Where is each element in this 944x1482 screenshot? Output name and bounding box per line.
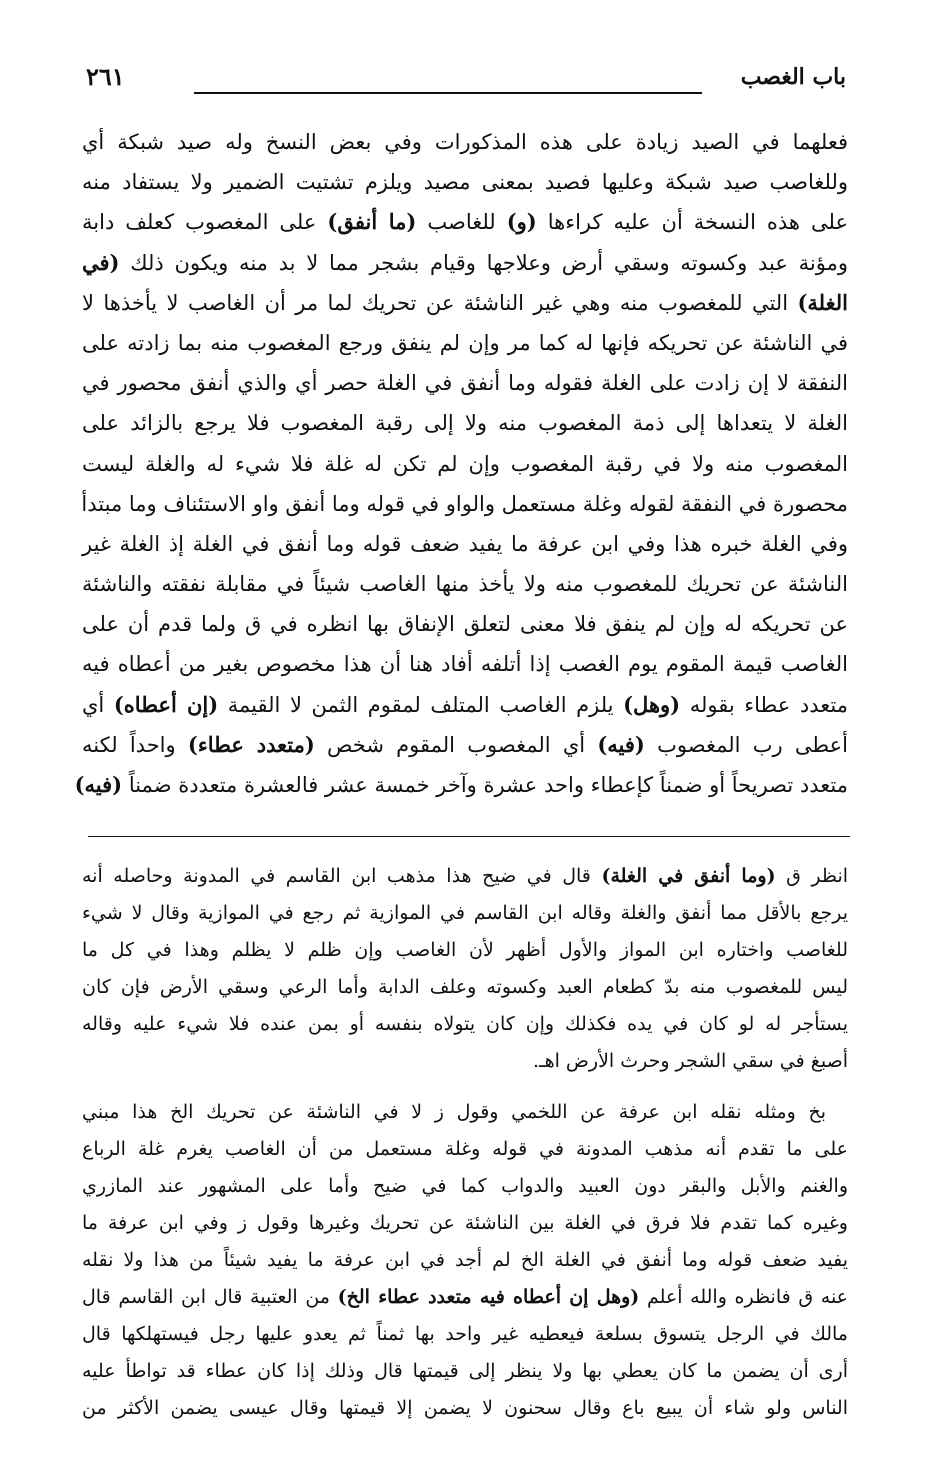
footnote-paragraph [82,858,848,1080]
text-line: أعطى رب المغصوب (فيه) أي المغصوب المقوم شخص (متعدد عطاء) واحداً لكنه [82,731,848,757]
note-line: انظر ق (وما أنفق في الغلة) قال في ضيح هذا مذهب ابن القاسم في المدونة وحاصله أنه [82,865,849,887]
footnotes [82,858,848,1441]
note-line: عنه ق فانظره والله أعلم (وهل إن أعطاه فيه متعدد عطاء الخ) من العتبية قال ابن القاسم قال [82,1286,849,1308]
main-text [74,122,848,805]
text-line: متعدد تصريحاً أو ضمناً كإعطاء واحد عشرة وآخر خمسة عشر فالعشرة متعددة ضمناً (فيه) [74,772,848,797]
text-line: الناشئة عن تحريك للمغصوب منه ولا يأخذ منها الغاصب شيئاً في مقابلة نفقته والناشئة [82,572,848,597]
text-line: النفقة لا إن زادت على الغلة فقوله وما أنفق في الغلة حصر أي والذي أنفق محصور في [82,371,848,396]
text-line: ومؤنة عبد وكسوته وسقي أرض وعلاجها وقيام بشجر مما لا بد منه ويكون ذلك (في [82,249,848,275]
page-header [82,62,852,102]
text-line: وللغاصب صيد شبكة وعليها فصيد بمعنى مصيد ويلزم تشتيت الضمير ولا يستفاد منه [82,170,848,195]
note-line: والغنم والأبل والبقر دون العبيد والدواب كما في ضيح وأما على المشهور عند المازري [82,1175,848,1197]
note-line: بخ ومثله نقله ابن عرفة عن اللخمي وقول ز لا في الناشئة عن تحريك الخ هذا مبني [82,1101,826,1123]
note-line: الناس ولو شاء أن يبيع باع وقال سحنون لا يضمن إلا قيمتها وقال عيسى يضمن الأكثر من [82,1397,848,1419]
text-line: على هذه النسخة أن عليه كراءها (و) للغاصب (ما أنفق) على المغصوب كعلف دابة [82,209,848,235]
text-line: متعدد عطاء بقوله (وهل) يلزم الغاصب المتلف لمقوم الثمن لا القيمة (إن أعطاه) أي [82,691,848,717]
text-line: فعلهما في الصيد زيادة على هذه المذكورات وفي بعض النسخ وله صيد شبكة أي [82,130,848,154]
text-line: الغاصب قيمة المقوم يوم الغصب إذا أتلفه أفاد هنا أن هذا مخصوص بغير من أعطاه فيه [82,652,848,677]
note-line: يفيد ضعف قوله وما أنفق في الغلة الخ لم أجد في ابن عرفة ما يفيد شيئاً من هذا ولا نقله [82,1249,848,1271]
text-line: في الناشئة عن تحريكه فإنها له كما مر وإن لم ينفق ورجع المغصوب منه بما زادته على [82,330,848,355]
text-line: عن تحريكه له وإن لم ينفق فلا معنى لتعلق الإنفاق بها انظره في ق ولما قدم أن على [82,612,848,637]
note-line: مالك في الرجل يتسوق بسلعة فيعطيه غير واحد بها ثمناً ثم يعدو عليها رجل فيستهلكها قال [82,1323,848,1345]
page-number: ٢٦١ [86,62,125,91]
text-line: الغلة) التي للمغصوب منه وهي غير الناشئة عن تحريك لما مر أن الغاصب لا يأخذها لا [82,289,848,315]
note-line: على ما تقدم أنه مذهب المدونة في قوله وغلة مستعمل من أن الغاصب يغرم غلة الرباع [82,1138,848,1160]
text-line: وفي الغلة خبره هذا وفي ابن عرفة ما يفيد ضعف قوله وما أنفق في الغلة إذ الغلة غير [82,531,848,556]
header-rule [194,92,702,94]
note-line: وغيره كما تقدم فلا فرق في الغلة بين الناشئة عن تحريك وغيرها وقول ز وفي ابن عرفة ما [82,1212,848,1234]
footnote-divider [88,836,850,837]
chapter-title: باب الغصب [740,64,846,90]
footnote-paragraph [82,1094,848,1427]
note-line: أصبغ في سقي الشجر وحرث الأرض اهـ. [532,1050,848,1072]
text-line: محصورة في النفقة لقوله وغلة مستعمل والواو في قوله وما أنفق واو الاستئناف وما مبتدأ [81,491,848,516]
note-line: يرجع بالأقل مما أنفق والغلة وقاله ابن القاسم في الموازية ثم رجع في الموازية وقال لا شيء [82,902,848,924]
text-line: الغلة لا يتعداها إلى ذمة المغصوب منه ولا إلى رقبة المغصوب فلا يرجع بالزائد على [82,411,848,436]
note-line: ليس للمغصوب منه بدّ كطعام العبد وكسوته وعلف الدابة وأما الرعي وسقي الأرض فإن كان [82,976,848,998]
note-line: أرى أن يضمن ما كان يعطي بها ولا ينظر إلى قيمتها قال وذلك إذا كان عطاء قد تواطأ عليه [82,1360,848,1382]
note-line: للغاصب واختاره ابن المواز والأول أظهر لأن الغاصب وإن ظلم لا يظلم وهذا في كل ما [82,939,848,961]
text-line: المغصوب منه ولا في رقبة المغصوب وإن لم تكن له غلة فلا شيء له والغلة ليست [82,451,848,476]
note-line: يستأجر له لو كان في يده فكذلك وإن كان يتولاه بنفسه أو بمن عنده فلا شيء عليه وقاله [82,1013,848,1035]
